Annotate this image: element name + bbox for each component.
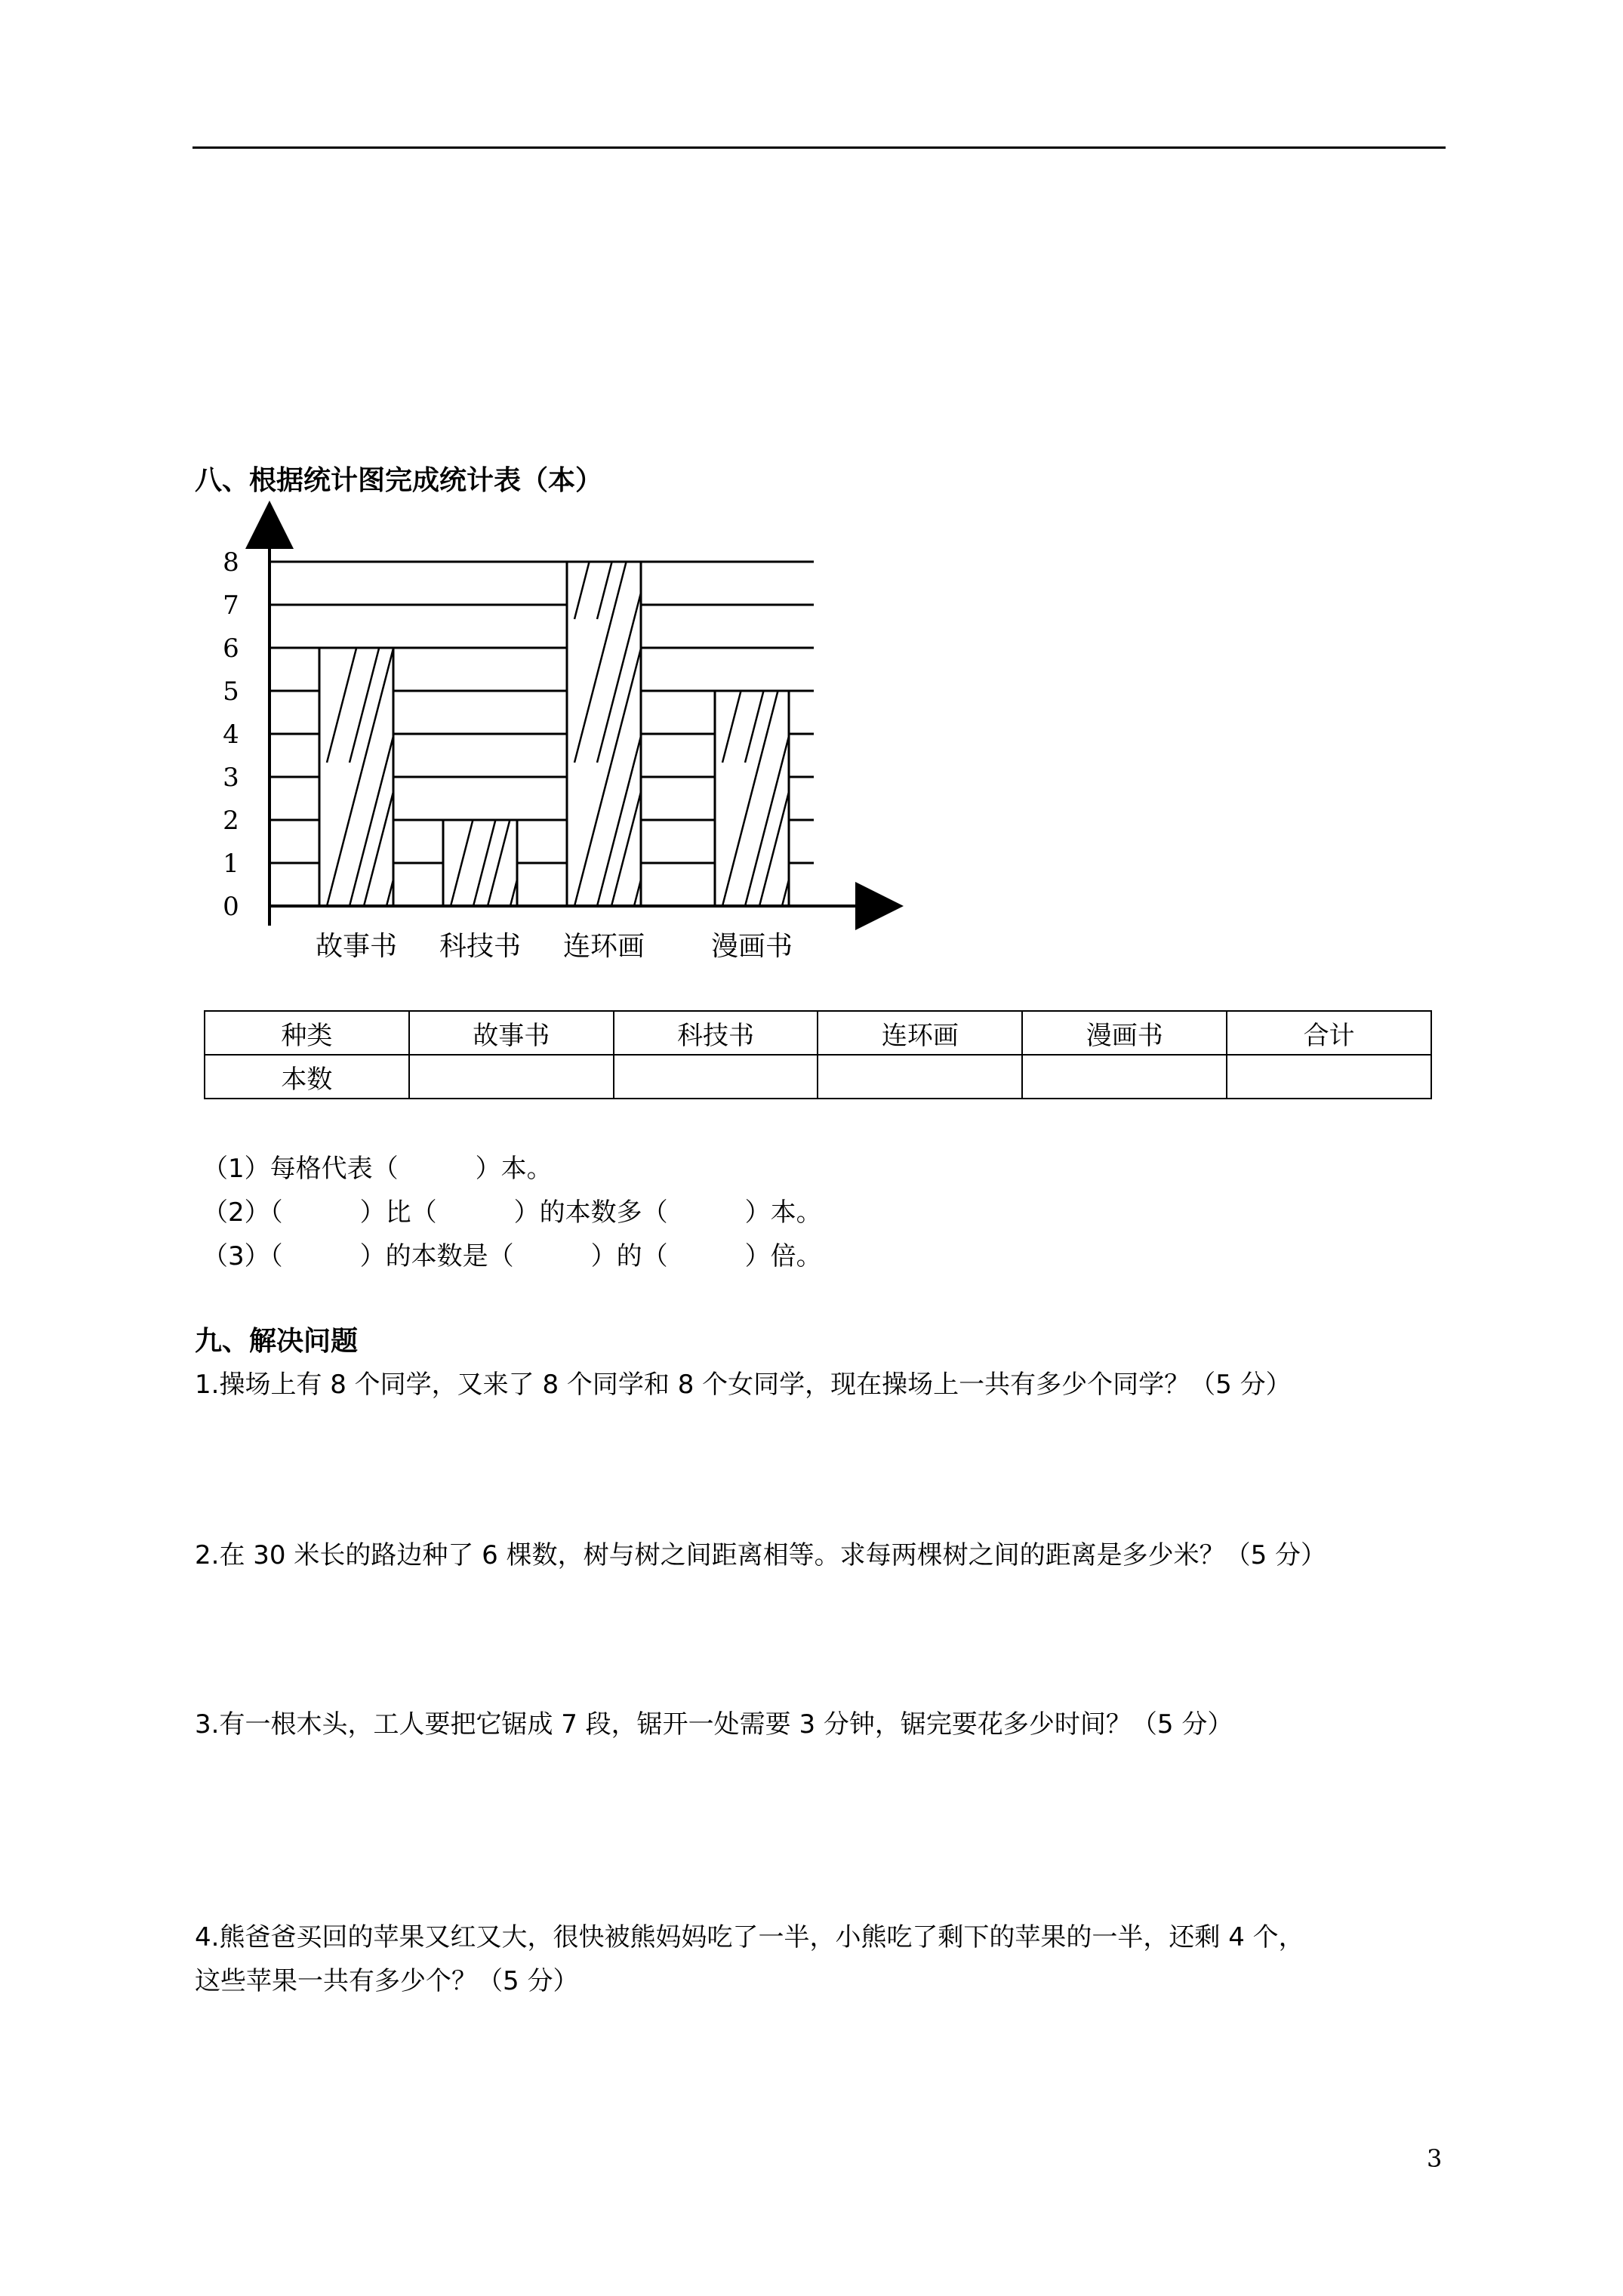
table-header-row [205, 1011, 1431, 1055]
table-row-label: 本数 [205, 1055, 409, 1099]
bar [567, 45, 671, 1049]
table-answer-cell[interactable] [1227, 1055, 1431, 1099]
table-header-cell: 连环画 [818, 1011, 1022, 1055]
x-category-label: 故事书 [315, 931, 398, 962]
y-tick-label: 0 [223, 892, 239, 922]
page-number: 3 [1427, 2144, 1443, 2173]
problem-4-line-1: 4.熊爸爸买回的苹果又红又大，很快被熊妈妈吃了一半，小熊吃了剩下的苹果的一半，还剩 4 个， [195, 1922, 1304, 1952]
stat-table [204, 1010, 1432, 1099]
y-tick-label: 1 [223, 849, 239, 879]
x-category-label: 漫画书 [710, 931, 793, 962]
bar-chart-svg [0, 0, 1623, 997]
y-tick-label: 5 [223, 676, 239, 707]
y-tick-label: 6 [223, 633, 239, 664]
table-header-cell: 故事书 [409, 1011, 614, 1055]
x-category-label: 连环画 [562, 931, 645, 962]
table-answer-cell[interactable] [818, 1055, 1022, 1099]
problem-4-line-2: 这些苹果一共有多少个？（5 分） [195, 1966, 579, 1996]
y-tick-label: 7 [223, 590, 239, 621]
bar [319, 189, 423, 1049]
section-9-title: 九、解决问题 [195, 1325, 359, 1357]
y-tick-label: 2 [223, 806, 239, 836]
table-row [205, 1055, 1431, 1099]
table-answer-cell[interactable] [409, 1055, 614, 1099]
problem-2: 2.在 30 米长的路边种了 6 棵数，树与树之间距离相等。求每两棵树之间的距离是多少米？（5 分） [195, 1540, 1327, 1570]
y-tick-label: 3 [223, 763, 239, 793]
question-1: （1）每格代表（ ）本。 [202, 1154, 553, 1184]
y-tick-label: 4 [223, 720, 239, 750]
table-header-cell: 合计 [1227, 1011, 1431, 1055]
table-header-cell: 科技书 [614, 1011, 818, 1055]
table-header-cell: 种类 [205, 1011, 409, 1055]
problem-1: 1.操场上有 8 个同学，又来了 8 个同学和 8 个女同学，现在操场上一共有多少个同学？（5 分） [195, 1370, 1292, 1400]
x-category-label: 科技书 [439, 931, 522, 962]
question-3: （3）（ ）的本数是（ ）的（ ）倍。 [202, 1241, 822, 1271]
table-answer-cell[interactable] [1022, 1055, 1227, 1099]
bar [715, 189, 819, 1049]
y-tick-label: 8 [223, 547, 239, 578]
problem-3: 3.有一根木头，工人要把它锯成 7 段，锯开一处需要 3 分钟，锯完要花多少时间？（5 分） [195, 1709, 1233, 1740]
table-header-cell: 漫画书 [1022, 1011, 1227, 1055]
question-2: （2）（ ）比（ ）的本数多（ ）本。 [202, 1197, 822, 1228]
section-8-title: 八、根据统计图完成统计表（本） [195, 464, 603, 496]
table-answer-cell[interactable] [614, 1055, 818, 1099]
